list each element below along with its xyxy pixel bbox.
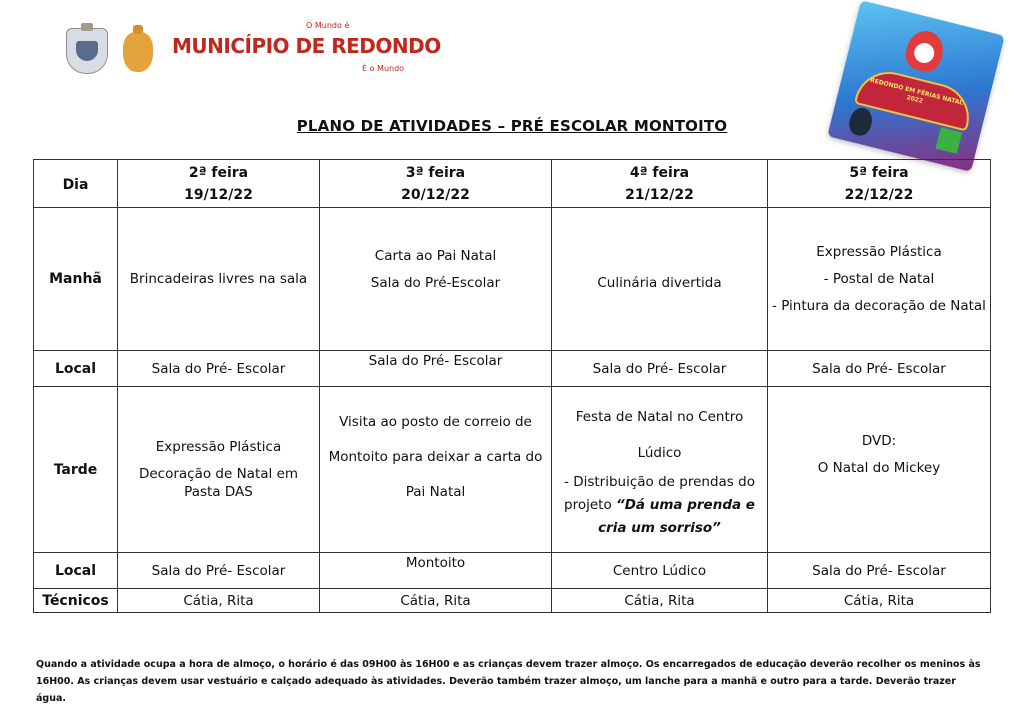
column-header-monday: 2ª feira 19/12/22: [118, 160, 320, 208]
coat-of-arms-logo: [66, 28, 108, 74]
column-header-thursday: 5ª feira 22/12/22: [768, 160, 991, 208]
clay-jar-logo: [123, 32, 153, 72]
cell-local-afternoon-wednesday: Centro Lúdico: [552, 553, 768, 589]
column-header-tuesday: 3ª feira 20/12/22: [320, 160, 552, 208]
cell-tecnicos-wednesday: Cátia, Rita: [552, 589, 768, 613]
table-row-local-afternoon: [34, 553, 991, 589]
cell-local-afternoon-tuesday: Montoito: [320, 553, 552, 589]
column-header-dia: Dia: [34, 160, 118, 208]
table-row-local-morning: [34, 351, 991, 387]
cell-local-morning-monday: Sala do Pré- Escolar: [118, 351, 320, 387]
cell-local-morning-wednesday: Sala do Pré- Escolar: [552, 351, 768, 387]
cell-tarde-wednesday: Festa de Natal no Centro Lúdico - Distribuição de prendas do projeto “Dá uma prenda e cria um sorriso”: [552, 387, 768, 553]
cell-local-morning-tuesday: Sala do Pré- Escolar: [320, 351, 552, 387]
cell-manha-wednesday: Culinária divertida: [552, 208, 768, 351]
column-header-wednesday: 4ª feira 21/12/22: [552, 160, 768, 208]
christmas-poster-image: [827, 0, 1004, 172]
footer-note: Quando a atividade ocupa a hora de almoço, o horário é das 09H00 às 16H00 e as crianças devem trazer almoço. Os encarregados de educação deverão recolher os meninos às 16H00. As crianças devem usar vestuário e calçado adequado às atividades. Deverão também trazer almoço, um lanche para a manhã e outro para a tarde. Deverão trazer água.: [36, 659, 981, 704]
cell-local-morning-thursday: Sala do Pré- Escolar: [768, 351, 991, 387]
cell-tecnicos-tuesday: Cátia, Rita: [320, 589, 552, 613]
cell-tarde-tuesday: Visita ao posto de correio de Montoito para deixar a carta do Pai Natal: [320, 387, 552, 553]
row-label-local: Local: [34, 351, 118, 387]
row-label-local-2: Local: [34, 553, 118, 589]
cell-local-afternoon-monday: Sala do Pré- Escolar: [118, 553, 320, 589]
row-label-tarde: Tarde: [34, 387, 118, 553]
municipality-name: MUNICÍPIO DE REDONDO: [172, 34, 441, 58]
row-label-manha: Manhã: [34, 208, 118, 351]
table-row-tecnicos: [34, 589, 991, 613]
header-row: [34, 160, 991, 208]
table-row-tarde: [34, 387, 991, 553]
cell-manha-monday: Brincadeiras livres na sala: [118, 208, 320, 351]
row-label-tecnicos: Técnicos: [34, 589, 118, 613]
cell-manha-tuesday: Carta ao Pai Natal Sala do Pré-Escolar: [320, 208, 552, 351]
cell-tarde-thursday: DVD: O Natal do Mickey: [768, 387, 991, 553]
poster-sign-text: REDONDO EM FÉRIAS NATAL 2022: [869, 76, 964, 107]
tagline-top: O Mundo é: [306, 21, 350, 30]
cell-local-afternoon-thursday: Sala do Pré- Escolar: [768, 553, 991, 589]
santa-figure: [902, 27, 947, 75]
cell-manha-thursday: Expressão Plástica - Postal de Natal - Pintura da decoração de Natal: [768, 208, 991, 351]
cell-tecnicos-monday: Cátia, Rita: [118, 589, 320, 613]
activities-table: [33, 159, 991, 613]
table-row-manha: [34, 208, 991, 351]
tagline-bottom: É o Mundo: [362, 64, 405, 73]
page-title: PLANO DE ATIVIDADES – PRÉ ESCOLAR MONTOITO: [296, 117, 728, 135]
cell-tecnicos-thursday: Cátia, Rita: [768, 589, 991, 613]
cell-tarde-monday: Expressão Plástica Decoração de Natal em Pasta DAS: [118, 387, 320, 553]
municipality-header: [60, 20, 441, 80]
